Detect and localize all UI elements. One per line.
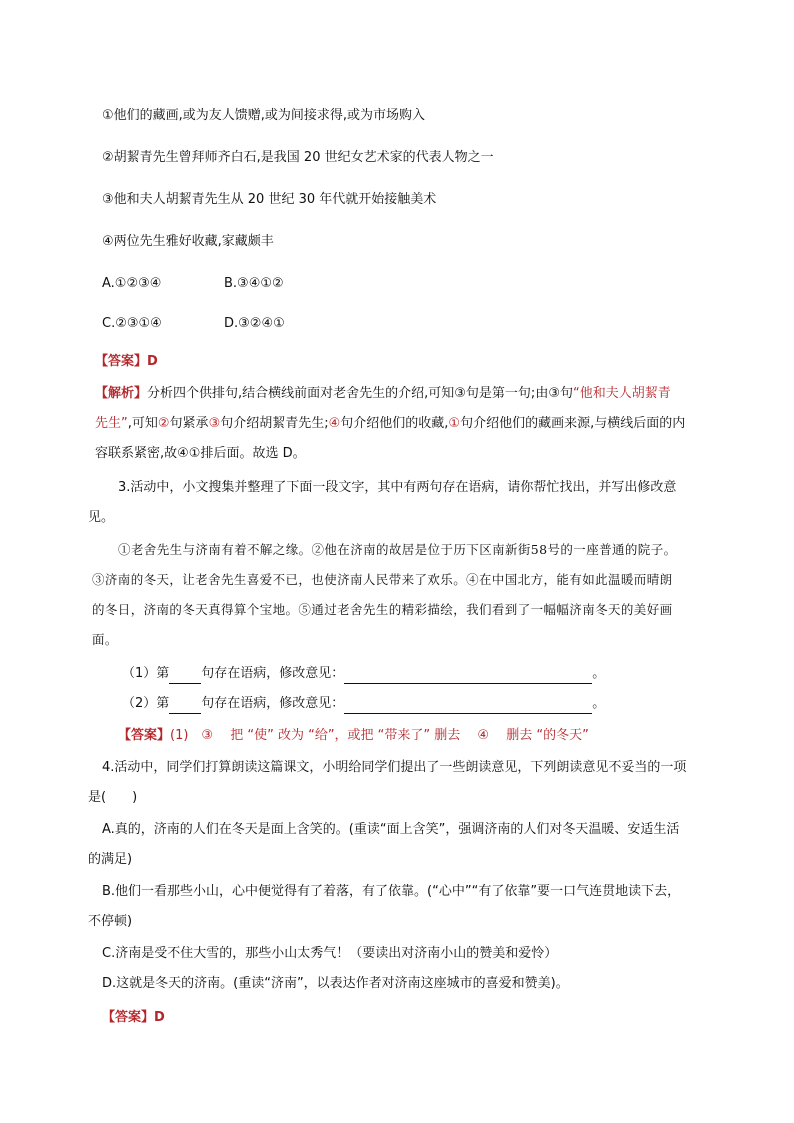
analysis-text: 句介绍胡絜青先生; (220, 416, 329, 431)
q2-item-3: ③他和夫人胡絜青先生从 20 世纪 30 年代就开始接触美术 (102, 192, 437, 207)
q4-stem-line-1: 4.活动中，同学们打算朗读这篇课文，小明给同学们提出了一些朗读意见，下列朗读意见不妥当的一项 (102, 760, 687, 775)
q2-answer (95, 352, 158, 372)
q4-answer (102, 1008, 165, 1028)
sentence-number-blank[interactable] (169, 668, 201, 684)
q3-stem-line-1: 3.活动中，小文搜集并整理了下面一段文字，其中有两句存在语病，请你帮忙找出，并写出修改意 (118, 480, 677, 495)
q3-blank-2 (122, 694, 605, 714)
answer-tag: 【答案】 (118, 728, 171, 743)
analysis-quote: “他和夫人胡絜青 (572, 386, 671, 401)
analysis-mark: ② (157, 416, 170, 431)
q4-option-c: C.济南是受不住大雪的，那些小山太秀气！（要读出对济南小山的赞美和爱怜） (102, 946, 558, 961)
analysis-tag: 【解析】 (95, 386, 148, 401)
answer-tag: 【答案】 (102, 1010, 155, 1025)
analysis-text: 句介绍他们的收藏, (340, 416, 449, 431)
q4-option-b-line-1: B.他们一看那些小山，心中便觉得有了着落，有了依靠。(“心中”“有了依靠”要一口气连贯地读下去， (102, 884, 681, 899)
q2-item-1: ①他们的藏画,或为友人馈赠,或为间接求得,或为市场购入 (102, 108, 426, 123)
blank-prefix: （1）第 (122, 666, 170, 681)
q3-passage-line-1: ①老舍先生与济南有着不解之缘。②他在济南的故居是位于历下区南新街58号的一座普通的院子。 (118, 542, 677, 557)
analysis-mark: ③ (208, 416, 221, 431)
answer-value: (1) ③ 把 “使” 改为 “给”，或把 “带来了” 删去 ④ 删去 “的冬天” (170, 728, 589, 743)
q3-blank-1 (122, 664, 605, 684)
q4-option-b-line-2: 不停顿) (88, 914, 133, 929)
answer-value: D (147, 354, 158, 369)
analysis-text: 分析四个供排句,结合横线前面对老舍先生的介绍,可知③句是第一句;由③句 (147, 386, 573, 401)
q2-option-d: D.③②④① (224, 316, 285, 331)
analysis-text: 句紧承 (169, 416, 209, 431)
q3-passage-line-4: 面。 (92, 632, 118, 647)
q3-answer (118, 726, 589, 746)
revision-blank[interactable] (344, 668, 592, 684)
q2-analysis-line-3: 容联系紧密,故④①排后面。故选 D。 (95, 446, 306, 461)
q2-analysis-line-2 (95, 414, 685, 434)
q2-item-2: ②胡絜青先生曾拜师齐白石,是我国 20 世纪女艺术家的代表人物之一 (102, 150, 494, 165)
q4-option-a-line-1: A.真的，济南的人们在冬天是面上含笑的。(重读“面上含笑”，强调济南的人们对冬天温暖、安适生活 (102, 822, 680, 837)
sentence-number-blank[interactable] (169, 698, 201, 714)
q4-option-a-line-2: 的满足) (88, 852, 133, 867)
q4-stem-line-2: 是( ) (88, 790, 138, 805)
blank-prefix: （2）第 (122, 696, 170, 711)
blank-end: 。 (592, 666, 606, 681)
answer-tag: 【答案】 (95, 354, 148, 369)
q3-stem-line-2: 见。 (88, 510, 115, 525)
analysis-mark: ④ (328, 416, 341, 431)
q2-option-a: A.①②③④ (102, 276, 162, 291)
q2-option-c: C.②③①④ (102, 316, 162, 331)
q2-option-b: B.③④①② (224, 276, 284, 291)
answer-value: D (154, 1010, 165, 1025)
q2-analysis-line-1 (95, 384, 671, 404)
analysis-mark: ① (448, 416, 461, 431)
blank-label: 句存在语病，修改意见： (201, 666, 345, 681)
q2-item-4: ④两位先生雅好收藏,家藏颇丰 (102, 234, 274, 249)
analysis-text: 句介绍他们的藏画来源,与横线后面的内 (460, 416, 686, 431)
blank-label: 句存在语病，修改意见： (201, 696, 345, 711)
revision-blank[interactable] (344, 698, 592, 714)
q4-option-d: D.这就是冬天的济南。(重读“济南”，以表达作者对济南这座城市的喜爱和赞美)。 (102, 976, 569, 991)
blank-end: 。 (592, 696, 606, 711)
analysis-quote-end: 先生” (95, 416, 128, 431)
q3-passage-line-3: 的冬日，济南的冬天真得算个宝地。⑤通过老舍先生的精彩描绘，我们看到了一幅幅济南冬天的美好画 (92, 602, 673, 617)
q3-passage-line-2: ③济南的冬天，让老舍先生喜爱不已，也使济南人民带来了欢乐。④在中国北方，能有如此温暖而晴朗 (92, 572, 673, 587)
analysis-text: ,可知 (127, 416, 158, 431)
